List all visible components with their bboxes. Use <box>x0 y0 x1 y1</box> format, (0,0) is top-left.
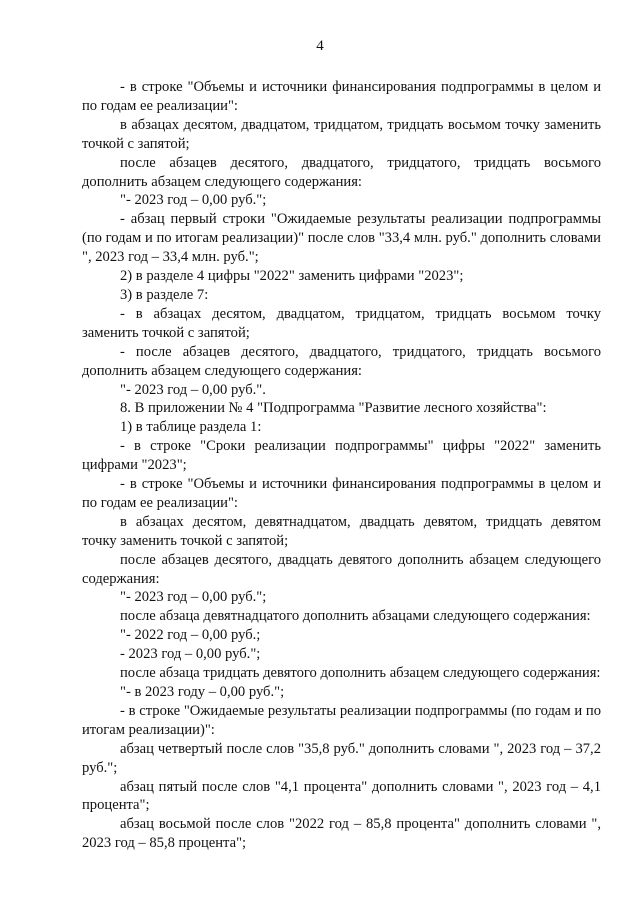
page-number: 4 <box>316 38 324 54</box>
paragraph: после абзацев десятого, двадцать девятого дополнить абзацем следующего содержания: <box>82 551 601 587</box>
paragraph: в абзацах десятом, девятнадцатом, двадцать девятом, тридцать девятом точку заменить точкой с запятой; <box>82 513 601 549</box>
paragraph: "- 2023 год – 0,00 руб."; <box>120 192 267 209</box>
paragraph: "- 2023 год – 0,00 руб.". <box>120 381 266 398</box>
document-body <box>82 78 601 853</box>
paragraph: - после абзацев десятого, двадцатого, тридцатого, тридцать восьмого дополнить абзацем следующего содержания: <box>82 343 601 379</box>
paragraph: "- в 2023 году – 0,00 руб."; <box>120 684 285 700</box>
paragraph: 3) в разделе 7: <box>120 286 209 303</box>
paragraph: 1) в таблице раздела 1: <box>120 419 262 436</box>
paragraph: абзац восьмой после слов "2022 год – 85,8 процента" дополнить словами ", 2023 год – 85,8 процента"; <box>82 816 601 852</box>
paragraph: - в строке "Объемы и источники финансирования подпрограммы в целом и по годам ее реализации": <box>82 476 601 511</box>
paragraph: после абзаца тридцать девятого дополнить абзацем следующего содержания: <box>120 665 601 682</box>
paragraph: "- 2022 год – 0,00 руб.; <box>120 627 261 644</box>
paragraph: - в строке "Ожидаемые результаты реализации подпрограммы (по годам и по итогам реализации)": <box>82 702 601 738</box>
paragraph: в абзацах десятом, двадцатом, тридцатом, тридцать восьмом точку заменить точкой с запятой; <box>82 116 601 152</box>
paragraph: после абзацев десятого, двадцатого, тридцатого, тридцать восьмого дополнить абзацем следующего содержания: <box>82 154 601 190</box>
paragraph: - в строке "Объемы и источники финансирования подпрограммы в целом и по годам ее реализации": <box>82 79 601 114</box>
paragraph: - абзац первый строки "Ожидаемые результаты реализации подпрограммы (по годам и по итогам реализации)" после слов "33,4 млн. руб." дополнить словами ", 2023 год – 33,4 млн. руб."; <box>82 211 601 266</box>
paragraph: - в строке "Сроки реализации подпрограммы" цифры "2022" заменить цифрами "2023"; <box>82 438 601 474</box>
paragraph: - 2023 год – 0,00 руб."; <box>120 646 261 663</box>
paragraph: "- 2023 год – 0,00 руб."; <box>120 589 267 606</box>
paragraph: абзац пятый после слов "4,1 процента" дополнить словами ", 2023 год – 4,1 процента"; <box>82 778 601 814</box>
paragraph: 8. В приложении № 4 "Подпрограмма "Развитие лесного хозяйства": <box>120 400 547 417</box>
paragraph: - в абзацах десятом, двадцатом, тридцатом, тридцать восьмом точку заменить точкой с запятой; <box>82 305 601 341</box>
paragraph: 2) в разделе 4 цифры "2022" заменить цифрами "2023"; <box>120 268 464 285</box>
paragraph: после абзаца девятнадцатого дополнить абзацами следующего содержания: <box>120 608 591 625</box>
paragraph: абзац четвертый после слов "35,8 руб." дополнить словами ", 2023 год – 37,2 руб."; <box>82 740 601 776</box>
